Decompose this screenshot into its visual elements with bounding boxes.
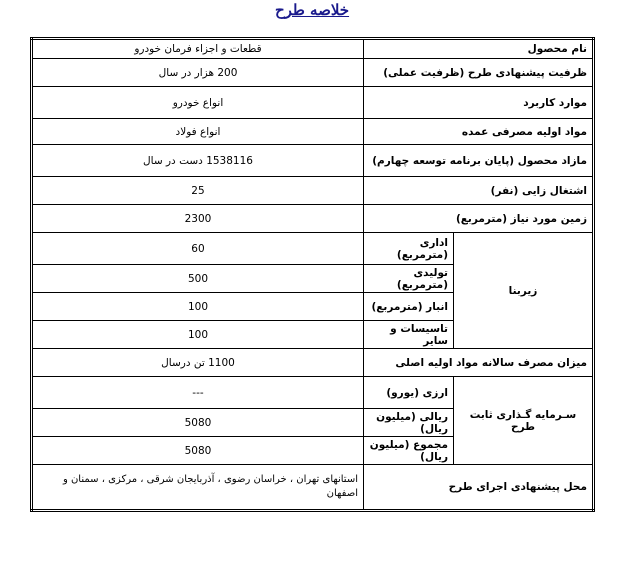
row-value: 500: [32, 265, 364, 293]
row-value: 2300: [32, 205, 364, 233]
row-label: مواد اولیه مصرفی عمده: [363, 119, 593, 145]
row-value: 5080: [32, 437, 364, 465]
row-label: انبار (مترمربع): [363, 293, 453, 321]
row-label: تولیدی (مترمربع): [363, 265, 453, 293]
page-title: خلاصه طرح: [274, 1, 350, 19]
row-value: انواع فولاد: [32, 119, 364, 145]
row-label: نام محصول: [363, 39, 593, 59]
row-label: زمین مورد نیاز (مترمربع): [363, 205, 593, 233]
table-row: [32, 233, 594, 265]
row-value: 100: [32, 321, 364, 349]
row-label: اشتغال زایی (نفر): [363, 177, 593, 205]
table-row: [32, 39, 594, 59]
table-row: [32, 87, 594, 119]
row-value: 200 هزار در سال: [32, 59, 364, 87]
row-label: اداری (مترمربع): [363, 233, 453, 265]
row-label: مجموع (میلیون ریال): [363, 437, 453, 465]
table-row: [32, 59, 594, 87]
row-value: 5080: [32, 409, 364, 437]
row-value: 25: [32, 177, 364, 205]
table-row: [32, 377, 594, 409]
table-row: [32, 119, 594, 145]
row-value: استانهای تهران ، خراسان رضوی ، آذربایجان شرقی ، مرکزی ، سمنان و اصفهان: [32, 465, 364, 511]
table-row: [32, 177, 594, 205]
row-label: ارزی (یورو): [363, 377, 453, 409]
row-label: تاسیسات و سایر: [363, 321, 453, 349]
row-value: انواع خودرو: [32, 87, 364, 119]
row-value: ---: [32, 377, 364, 409]
table-row: [32, 349, 594, 377]
row-label: محل پیشنهادی اجرای طرح: [363, 465, 593, 511]
row-value: 100: [32, 293, 364, 321]
row-label: مازاد محصول (پایان برنامه توسعه چهارم): [363, 145, 593, 177]
group-label: سـرمایه گـذاری ثابت طرح: [454, 377, 594, 465]
row-value: 1100 تن درسال: [32, 349, 364, 377]
table-row: [32, 145, 594, 177]
summary-table: [30, 37, 595, 512]
row-label: ریالی (میلیون ریال): [363, 409, 453, 437]
row-value: 60: [32, 233, 364, 265]
row-label: ظرفیت پیشنهادی طرح (ظرفیت عملی): [363, 59, 593, 87]
row-label: میزان مصرف سالانه مواد اولیه اصلی: [363, 349, 593, 377]
table-row: [32, 205, 594, 233]
row-value: 1538116 دست در سال: [32, 145, 364, 177]
row-label: موارد کاربرد: [363, 87, 593, 119]
group-label: زیربنا: [454, 233, 594, 349]
row-value: قطعات و اجزاء فرمان خودرو: [32, 39, 364, 59]
table-row: [32, 465, 594, 511]
